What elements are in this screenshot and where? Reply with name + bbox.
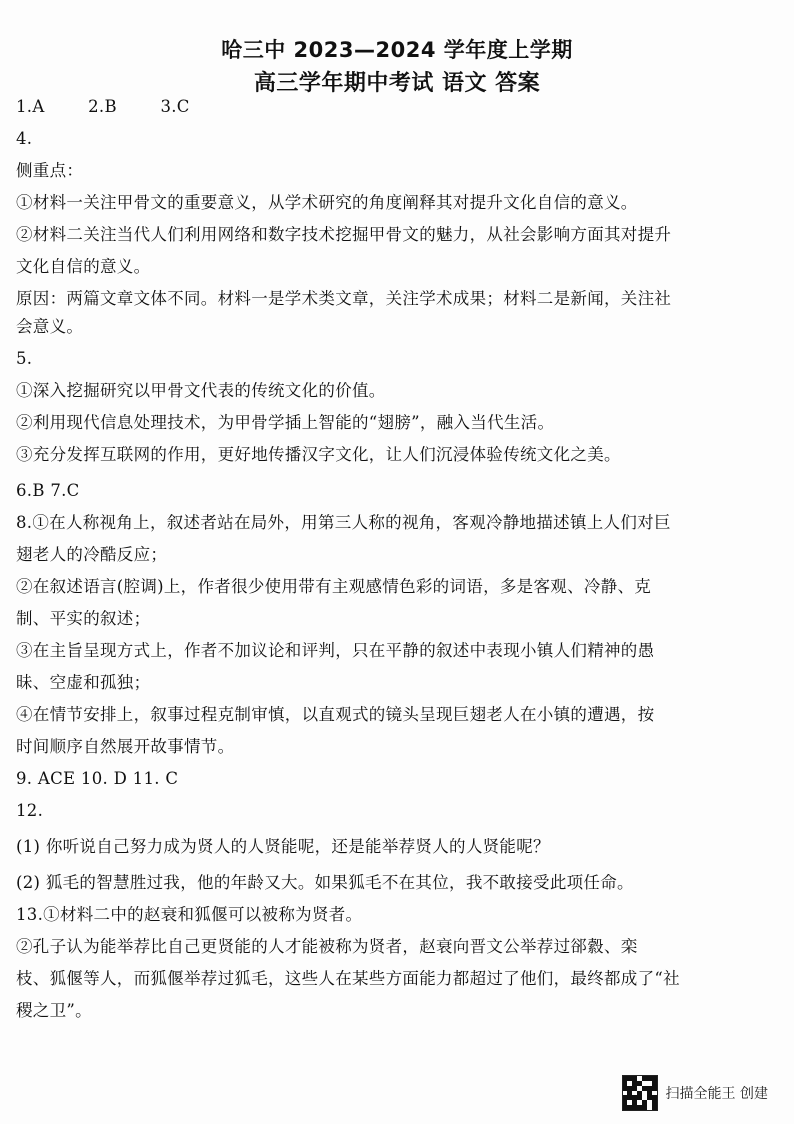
text-line: 12. [16, 801, 44, 820]
text-line: ④在情节安排上，叙事过程克制审慎，以直观式的镜头呈现巨翅老人在小镇的遭遇，按 [16, 705, 655, 724]
text-line: 时间顺序自然展开故事情节。 [16, 737, 235, 756]
text-line: ②孔子认为能举荐比自己更贤能的人才能被称为贤者，赵衰向晋文公举荐过郤縠、栾 [16, 937, 638, 956]
text-line: 稷之卫”。 [16, 1001, 92, 1020]
text-line: 4. [16, 129, 33, 148]
qr-code-icon [622, 1075, 658, 1111]
text-line: 枝、狐偃等人，而狐偃举荐过狐毛，这些人在某些方面能力都超过了他们，最终都成了“社 [16, 969, 680, 988]
scanner-label: 扫描全能王 创建 [665, 1086, 768, 1102]
text-line: 9. ACE 10. D 11. C [16, 769, 179, 788]
text-line: ②材料二关注当代人们利用网络和数字技术挖掘甲骨文的魅力，从社会影响方面其对提升 [16, 225, 672, 244]
text-line: ③在主旨呈现方式上，作者不加议论和评判，只在平静的叙述中表现小镇人们精神的愚 [16, 641, 655, 660]
text-line: 13.①材料二中的赵衰和狐偃可以被称为贤者。 [16, 905, 363, 924]
page-title: 哈三中 2023—2024 学年度上学期 [221, 38, 573, 62]
text-line: 8.①在人称视角上，叙述者站在局外，用第三人称的视角，客观冷静地描述镇上人们对巨 [16, 513, 671, 532]
text-line: 侧重点： [16, 161, 84, 180]
text-line: (2) 狐毛的智慧胜过我，他的年龄又大。如果狐毛不在其位，我不敢接受此项任命。 [16, 873, 634, 892]
text-line: 6.B 7.C [16, 481, 80, 500]
text-line: 制、平实的叙述； [16, 609, 151, 628]
scanner-watermark [622, 1075, 768, 1111]
text-line: 昧、空虚和孤独； [16, 673, 151, 692]
text-line: 文化自信的意义。 [16, 257, 151, 276]
text-line: ②在叙述语言(腔调)上，作者很少使用带有主观感情色彩的词语，多是客观、冷静、克 [16, 577, 652, 596]
answers-row-1 [16, 96, 786, 118]
answer-1: 1.A [16, 97, 45, 116]
answer-3: 3.C [160, 97, 190, 116]
text-line: ③充分发挥互联网的作用，更好地传播汉字文化，让人们沉浸体验传统文化之美。 [16, 445, 621, 464]
text-line: 会意义。 [16, 317, 84, 336]
text-line: ②利用现代信息处理技术，为甲骨学插上智能的“翅膀”，融入当代生活。 [16, 413, 555, 432]
answer-2: 2.B [88, 97, 117, 116]
page-subtitle: 高三学年期中考试 语文 答案 [253, 71, 541, 96]
text-line: ①深入挖掘研究以甲骨文代表的传统文化的价值。 [16, 381, 386, 400]
text-line: (1) 你听说自己努力成为贤人的人贤能呢，还是能举荐贤人的人贤能呢？ [16, 837, 550, 856]
text-line: 翅老人的冷酷反应； [16, 545, 168, 564]
text-line: 原因：两篇文章文体不同。材料一是学术类文章，关注学术成果；材料二是新闻，关注社 [16, 289, 672, 308]
text-line: 5. [16, 349, 33, 368]
text-line: ①材料一关注甲骨文的重要意义，从学术研究的角度阐释其对提升文化自信的意义。 [16, 193, 638, 212]
